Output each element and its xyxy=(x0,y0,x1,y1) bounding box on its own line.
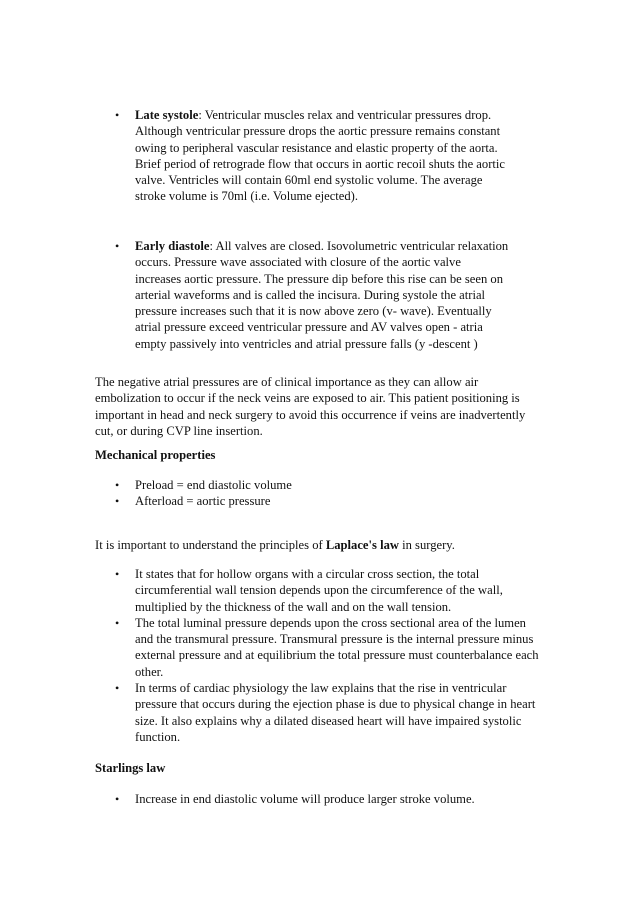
early-diastole-section xyxy=(95,238,545,352)
laplace-intro-section xyxy=(95,537,545,553)
laplace-intro-before: It is important to understand the principles of xyxy=(95,538,326,552)
list-item: • Preload = end diastolic volume xyxy=(95,477,510,493)
list-item: • The total luminal pressure depends upon the cross sectional area of the lumen and the transmural pressure. Transmural pressure is the internal pressure minus external pressure and at equilibrium the total pressure must counterbalance each other. xyxy=(95,615,545,680)
starlings-law-list xyxy=(95,791,545,807)
starlings-law-list-block xyxy=(95,791,545,807)
laplace-intro xyxy=(95,537,545,553)
laplace-intro-after: in surgery. xyxy=(398,538,455,552)
laplace-law-term: Laplace's law xyxy=(325,538,399,552)
list-item: • Afterload = aortic pressure xyxy=(95,493,510,509)
starlings-law-section xyxy=(95,760,545,776)
early-diastole-list xyxy=(95,238,545,352)
laplace-list xyxy=(95,566,545,745)
mechanical-properties-list xyxy=(95,477,545,510)
early-diastole-text: : All valves are closed. Isovolumetric ventricular relaxation occurs. Pressure wave associated with closure of the aortic valve increases aortic pressure. The pressure dip before this rise can be seen on arterial waveforms and is called the incisura. During systole the atrial pressure increases such that it is now above zero (v- wave). Eventually atrial pressure exceed ventricular pressure and AV valves open - atria empty passively into ventricles and atrial pressure falls (y -descent ) xyxy=(135,239,509,351)
late-systole-term: Late systole xyxy=(135,108,199,122)
list-item: • In terms of cardiac physiology the law explains that the rise in ventricular pressure that occurs during the ejection phase is due to physical change in heart size. It also explains why a dilated diseased heart will have impaired systolic function. xyxy=(95,680,545,745)
starlings-law-heading: Starlings law xyxy=(95,761,166,775)
list-item: • Increase in end diastolic volume will produce larger stroke volume. xyxy=(95,791,510,807)
mechanical-properties-heading: Mechanical properties xyxy=(95,448,216,462)
list-item xyxy=(95,238,510,352)
laplace-list-block xyxy=(95,566,545,745)
mechanical-properties-list-block xyxy=(95,477,545,510)
late-systole-list xyxy=(95,107,545,205)
early-diastole-term: Early diastole xyxy=(135,239,210,253)
late-systole-text: : Ventricular muscles relax and ventricular pressures drop. Although ventricular pressure drops the aortic pressure remains constant owing to peripheral vascular resistance and elastic property of the aorta. Brief period of retrograde flow that occurs in aortic recoil shuts the aortic valve. Ventricles will contain 60ml end systolic volume. The average stroke volume is 70ml (i.e. Volume ejected). xyxy=(135,108,505,204)
late-systole-section xyxy=(95,107,545,205)
negative-pressures-section xyxy=(95,374,545,439)
list-item: • It states that for hollow organs with a circular cross section, the total circumferential wall tension depends upon the circumference of the wall, multiplied by the thickness of the wall and on the wall tension. xyxy=(95,566,545,615)
list-item xyxy=(95,107,510,205)
mechanical-properties-section xyxy=(95,447,545,463)
negative-pressures-paragraph: The negative atrial pressures are of clinical importance as they can allow air embolization to occur if the neck veins are exposed to air. This patient positioning is important in head and neck surgery to avoid this occurrence if veins are inadvertently cut, or during CVP line insertion. xyxy=(95,375,526,438)
